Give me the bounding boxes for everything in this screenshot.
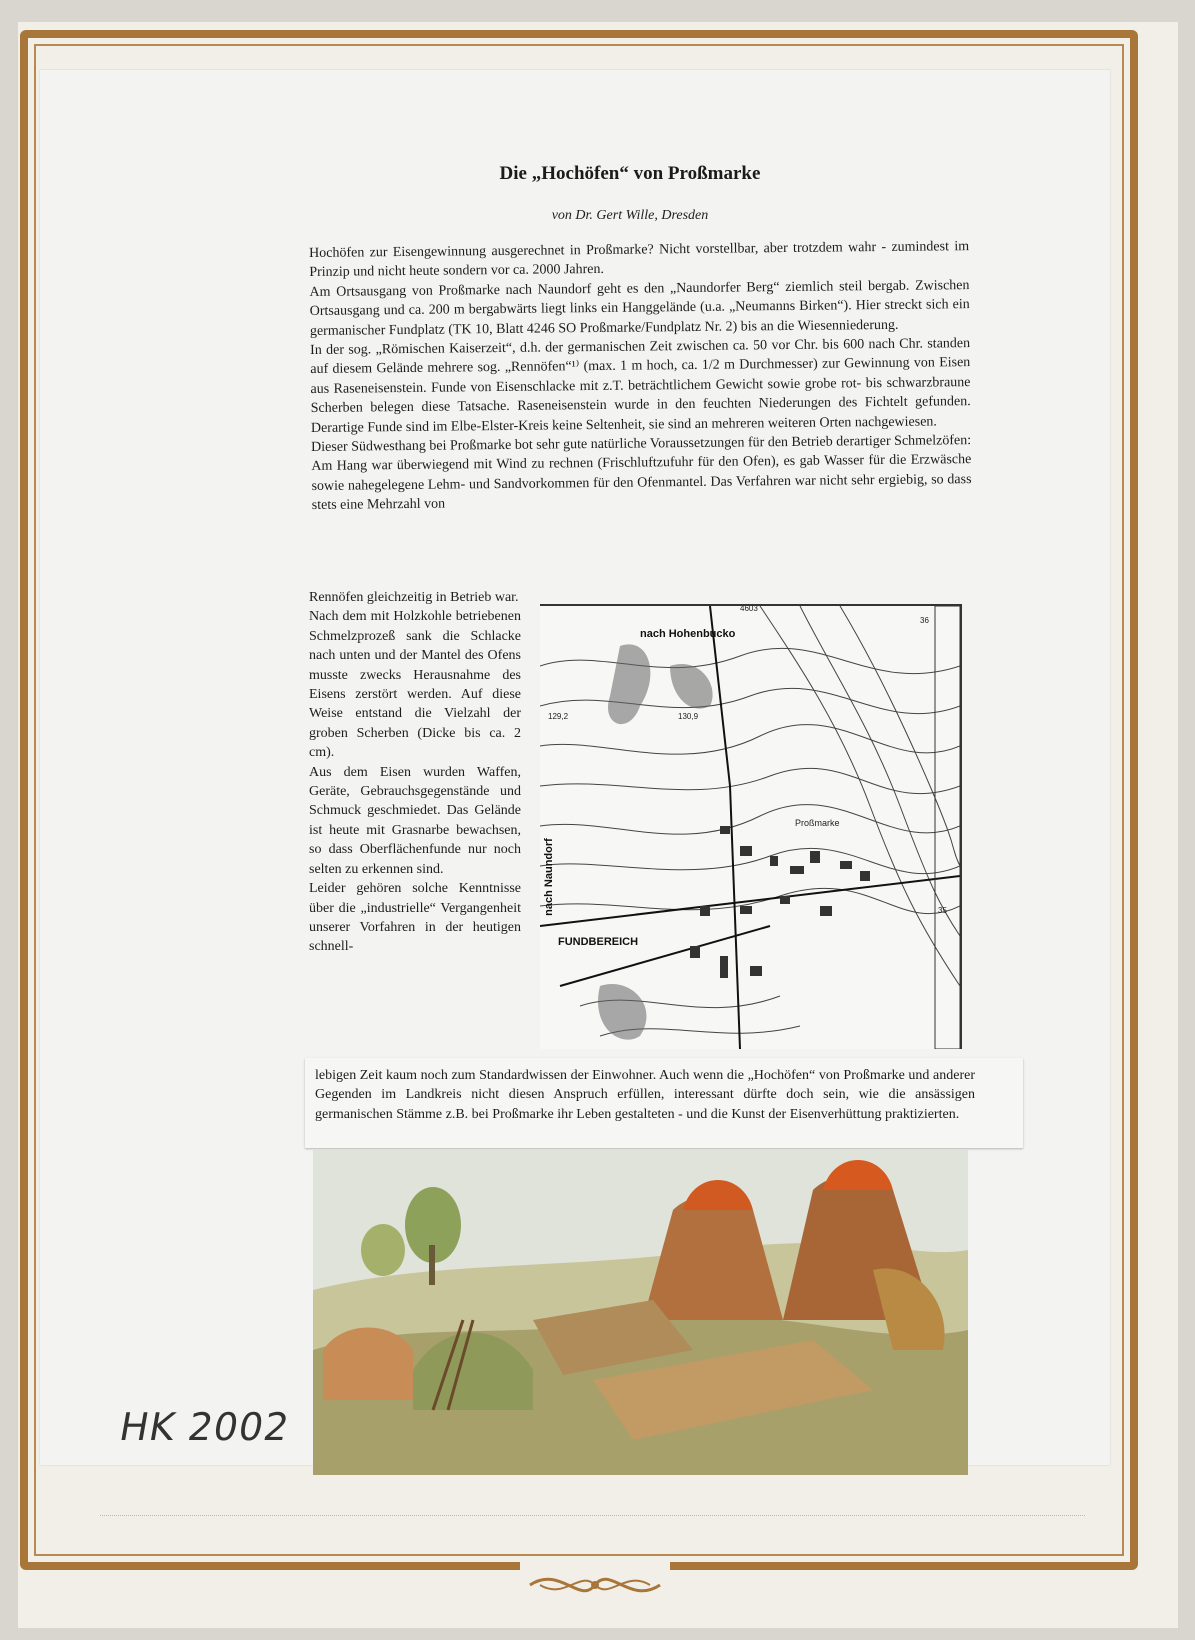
map-label-area: FUNDBEREICH	[558, 936, 639, 948]
map-label-village: Proßmarke	[795, 818, 840, 828]
map-height-label: 130,9	[678, 712, 699, 721]
paragraph: Nach dem mit Holzkohle betriebenen Schmelzprozeß sank die Schlacke nach unten und der Mantel des Ofens musste zwecks Herausnahme des Eisens zerstört werden. Auf diese Weise entstand die Vielzahl der groben Scherben (Dicke bis ca. 2 cm).	[309, 609, 521, 761]
furnace-illustration	[313, 1150, 968, 1475]
map-label-west: nach Naundorf	[542, 838, 555, 916]
map-label-north: nach Hohenbucko	[640, 628, 736, 640]
paragraph: Leider gehören solche Kenntnisse über die „industrielle“ Vergangenheit unserer Vorfahren in der heutigen schnell-	[309, 881, 521, 955]
paragraph: Dieser Südwesthang bei Proßmarke bot sehr gute natürliche Voraussetzungen für den Betrieb derartiger Schmelzöfen: Am Hang war überwiegend mit Wind zu rechnen (Frischluftzufuhr für den Ofen), es gab Wasser für die Erzwäsche sowie nahegelegene Lehm- und Sandvorkommen für den Ofenmantel. Das Verfahren war nicht sehr ergiebig, so dass stets eine Mehrzahl von	[311, 433, 972, 514]
article-title: Die „Hochöfen“ von Proßmarke	[499, 163, 761, 184]
paragraph: Am Ortsausgang von Proßmarke nach Naundorf geht es den „Naundorfer Berg“ ziemlich steil bergab. Zwischen Ortsausgang und ca. 200 m bergabwärts liegt links ein Hanggelände (u.a. „Neumanns Birken“). Hier streckt sich ein germanischer Fundplatz (TK 10, Blatt 4246 SO Proßmarke/Fundplatz Nr. 2) bis an die Wiesenniederung.	[309, 277, 970, 339]
map-drawing	[540, 606, 960, 1049]
handwritten-signature: HK 2002	[116, 1405, 294, 1449]
article-column	[309, 588, 521, 957]
flourish-ornament-icon	[520, 1560, 670, 1610]
strip-paragraph: lebigen Zeit kaum noch zum Standardwissen der Einwohner. Auch wenn die „Hochöfen“ von Proßmarke und anderer Gegenden im Landkreis nicht diesen Anspruch erfüllen, interessant dürfte doch sein, wie die ansässigen germanischen Stämme z.B. bei Proßmarke ihr Leben gestalteten - und die Kunst der Eisenverhüttung praktizierten.	[315, 1068, 975, 1122]
paragraph: In der sog. „Römischen Kaiserzeit“, d.h. der germanischen Zeit zwischen ca. 50 vor Chr. bis 600 nach Chr. standen auf diesem Gelände mehrere sog. „Rennöfen“¹⁾ (max. 1 m hoch, ca. 1/2 m Durchmesser) zur Gewinnung von Eisen aus Raseneisenstein. Funde von Eisenschlacke mit z.T. beträchtlichem Gewicht sowie grobe rot- bis schwarzbraune Scherben belegen diese Tatsache. Raseneisenstein wurde in den feuchten Niederungen des Fichtelt gefunden. Derartige Funde sind im Elbe-Elster-Kreis keine Seltenheit, sie sind an mehreren weiteren Orten nachgewiesen.	[310, 336, 971, 436]
dotted-divider	[100, 1515, 1085, 1516]
pasted-text-strip	[305, 1058, 1023, 1148]
article-author: von Dr. Gert Wille, Dresden	[551, 208, 709, 223]
topographic-map	[540, 604, 962, 1049]
map-height-label: 129,2	[548, 712, 569, 721]
paragraph: Aus dem Eisen wurden Waffen, Geräte, Gebrauchsgegenstände und Schmuck geschmiedet. Das Gelände ist heute mit Grasnarbe bewachsen, so dass Oberflächenfunde nur noch selten zu erkennen sind.	[309, 764, 521, 877]
paragraph: Hochöfen zur Eisengewinnung ausgerechnet in Proßmarke? Nicht vorstellbar, aber trotzdem wahr - zumindest im Prinzip und nicht heute sondern vor ca. 2000 Jahren.	[309, 239, 970, 281]
article-body	[309, 237, 972, 516]
map-grid-label: 4603	[740, 604, 758, 613]
paragraph: Rennöfen gleichzeitig in Betrieb war.	[309, 590, 519, 605]
map-grid-label: 36	[920, 616, 929, 625]
map-grid-label: 35	[938, 906, 947, 915]
